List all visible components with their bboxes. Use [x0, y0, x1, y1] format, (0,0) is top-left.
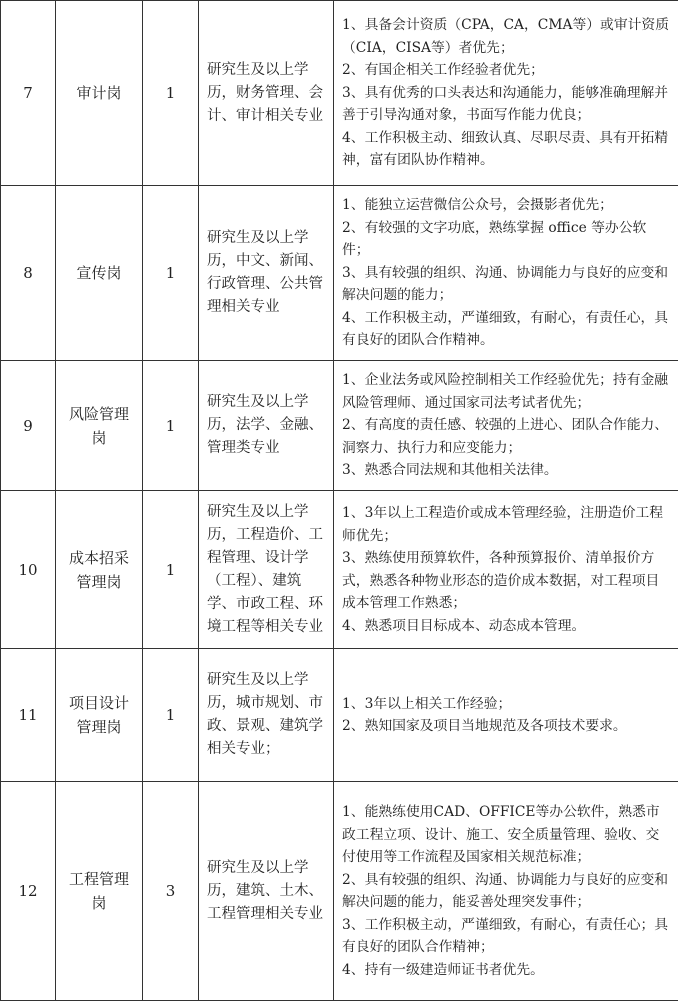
education-requirement: 研究生及以上学历，财务管理、会计、审计相关专业 [199, 1, 334, 186]
headcount: 1 [143, 361, 199, 491]
requirement-item: 2、熟知国家及项目当地规范及各项技术要求。 [342, 715, 672, 738]
requirement-item: 3、具有较强的组织、沟通、协调能力与良好的应变和解决问题的能力； [342, 262, 672, 307]
education-requirement: 研究生及以上学历，建筑、土木、工程管理相关专业 [199, 782, 334, 1001]
headcount: 1 [143, 491, 199, 649]
requirement-item: 1、具备会计资质（CPA，CA，CMA等）或审计资质（CIA，CISA等）者优先； [342, 14, 672, 59]
position-name: 风险管理岗 [56, 361, 143, 491]
job-requirements [334, 782, 678, 1001]
job-requirements [334, 491, 678, 649]
row-number: 11 [1, 649, 56, 782]
position-name: 项目设计管理岗 [56, 649, 143, 782]
job-requirements [334, 361, 678, 491]
education-requirement: 研究生及以上学历，城市规划、市政、景观、建筑学相关专业； [199, 649, 334, 782]
requirement-item: 3、熟悉合同法规和其他相关法律。 [342, 459, 672, 482]
requirement-item: 1、能独立运营微信公众号，会摄影者优先； [342, 194, 672, 217]
headcount: 1 [143, 186, 199, 361]
education-requirement: 研究生及以上学历，法学、金融、管理类专业 [199, 361, 334, 491]
education-requirement: 研究生及以上学历，工程造价、工程管理、设计学（工程）、建筑学、市政工程、环境工程等相关专业 [199, 491, 334, 649]
requirement-item: 4、工作积极主动，严谨细致，有耐心，有责任心，具有良好的团队合作精神。 [342, 307, 672, 352]
position-name: 工程管理岗 [56, 782, 143, 1001]
table-row [1, 782, 678, 1001]
requirement-item: 1、3年以上相关工作经验； [342, 693, 672, 716]
row-number: 9 [1, 361, 56, 491]
requirement-item: 3、熟练使用预算软件，各种预算报价、清单报价方式，熟悉各种物业形态的造价成本数据，对工程项目成本管理工作熟悉； [342, 547, 672, 615]
requirement-item: 1、3年以上工程造价或成本管理经验，注册造价工程师优先； [342, 502, 672, 547]
requirement-item: 4、持有一级建造师证书者优先。 [342, 959, 672, 982]
requirement-item: 4、熟悉项目目标成本、动态成本管理。 [342, 615, 672, 638]
requirement-item: 3、工作积极主动，严谨细致，有耐心，有责任心；具有良好的团队合作精神； [342, 914, 672, 959]
requirement-item: 2、有高度的责任感、较强的上进心、团队合作能力、洞察力、执行力和应变能力； [342, 414, 672, 459]
row-number: 12 [1, 782, 56, 1001]
table-row [1, 649, 678, 782]
job-requirements [334, 186, 678, 361]
table-row [1, 361, 678, 491]
table-row [1, 1, 678, 186]
requirement-item: 1、能熟练使用CAD、OFFICE等办公软件，熟悉市政工程立项、设计、施工、安全质量管理、验收、交付使用等工作流程及国家相关规范标准； [342, 801, 672, 869]
row-number: 7 [1, 1, 56, 186]
headcount: 1 [143, 649, 199, 782]
row-number: 8 [1, 186, 56, 361]
headcount: 1 [143, 1, 199, 186]
requirement-item: 4、工作积极主动、细致认真、尽职尽责、具有开拓精神，富有团队协作精神。 [342, 127, 672, 172]
requirement-item: 1、企业法务或风险控制相关工作经验优先；持有金融风险管理师、通过国家司法考试者优先； [342, 369, 672, 414]
education-requirement: 研究生及以上学历，中文、新闻、行政管理、公共管理相关专业 [199, 186, 334, 361]
position-name: 成本招采管理岗 [56, 491, 143, 649]
requirement-item: 2、具有较强的组织、沟通、协调能力与良好的应变和解决问题的能力，能妥善处理突发事件； [342, 869, 672, 914]
requirement-item: 3、具有优秀的口头表达和沟通能力，能够准确理解并善于引导沟通对象，书面写作能力优良； [342, 82, 672, 127]
requirement-item: 2、有较强的文字功底，熟练掌握 office 等办公软件； [342, 217, 672, 262]
requirement-item: 2、有国企相关工作经验者优先； [342, 59, 672, 82]
position-name: 审计岗 [56, 1, 143, 186]
table-row [1, 491, 678, 649]
job-requirements [334, 1, 678, 186]
position-name: 宣传岗 [56, 186, 143, 361]
headcount: 3 [143, 782, 199, 1001]
table-body [1, 1, 678, 1001]
table-row [1, 186, 678, 361]
job-requirements [334, 649, 678, 782]
row-number: 10 [1, 491, 56, 649]
